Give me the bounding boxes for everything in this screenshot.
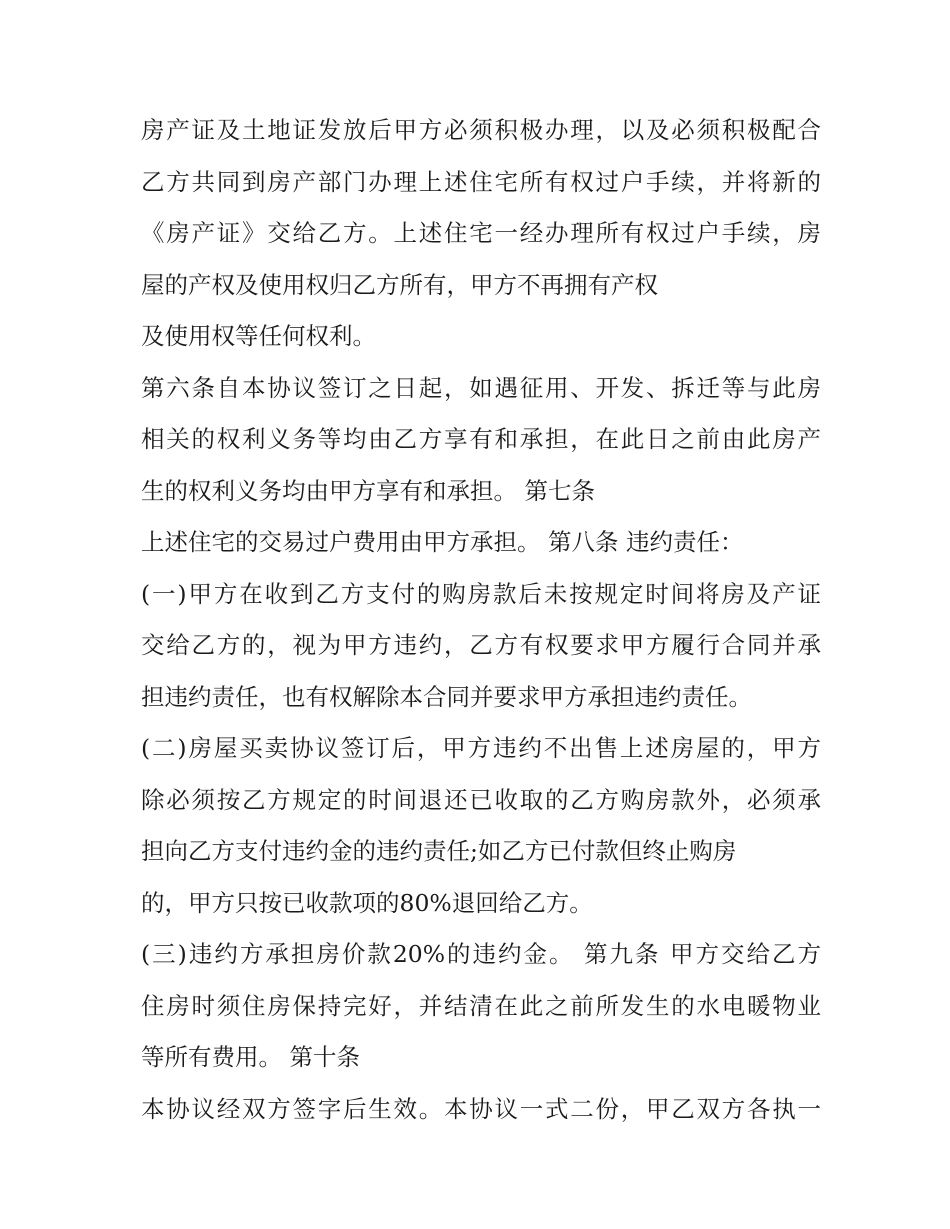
text-line: 除必须按乙方规定的时间退还已收取的乙方购房款外，必须承: [141, 785, 821, 814]
text-line: 生的权利义务均由甲方享有和承担。 第七条: [141, 476, 595, 505]
text-line: 乙方共同到房产部门办理上述住宅所有权过户手续，并将新的: [141, 167, 821, 196]
text-line: 上述住宅的交易过户费用由甲方承担。 第八条 违约责任：: [141, 528, 744, 556]
text-line: 房产证及土地证发放后甲方必须积极办理，以及必须积极配合: [141, 116, 821, 144]
text-line: 等所有费用。 第十条: [141, 1043, 360, 1071]
text-line: (一)甲方在收到乙方支付的购房款后未按规定时间将房及产证: [141, 579, 821, 608]
contract-text: [141, 108, 821, 1138]
text-line: 担向乙方支付违约金的违约责任;如乙方已付款但终止购房: [141, 837, 737, 865]
text-line: 及使用权等任何权利。: [141, 322, 376, 350]
text-line: (二)房屋买卖协议签订后，甲方违约不出售上述房屋的，甲方: [141, 734, 821, 762]
text-line: 屋的产权及使用权归乙方所有，甲方不再拥有产权: [141, 270, 658, 299]
text-line: 本协议经双方签字后生效。本协议一式二份，甲乙双方各执一: [141, 1094, 821, 1123]
text-line: 的，甲方只按已收款项的80%退回给乙方。: [141, 888, 593, 917]
text-line: 《房产证》交给乙方。上述住宅一经办理所有权过户手续，房: [141, 219, 821, 247]
text-line: (三)违约方承担房价款20%的违约金。 第九条 甲方交给乙方: [141, 940, 821, 968]
text-line: 相关的权利义务等均由乙方享有和承担，在此日之前由此房产: [141, 425, 821, 453]
text-line: 住房时须住房保持完好，并结清在此之前所发生的水电暖物业: [141, 991, 821, 1020]
text-line: 担违约责任，也有权解除本合同并要求甲方承担违约责任。: [141, 682, 752, 711]
text-line: 交给乙方的，视为甲方违约，乙方有权要求甲方履行合同并承: [141, 631, 821, 659]
text-line: 第六条自本协议签订之日起，如遇征用、开发、拆迁等与此房: [141, 373, 821, 402]
